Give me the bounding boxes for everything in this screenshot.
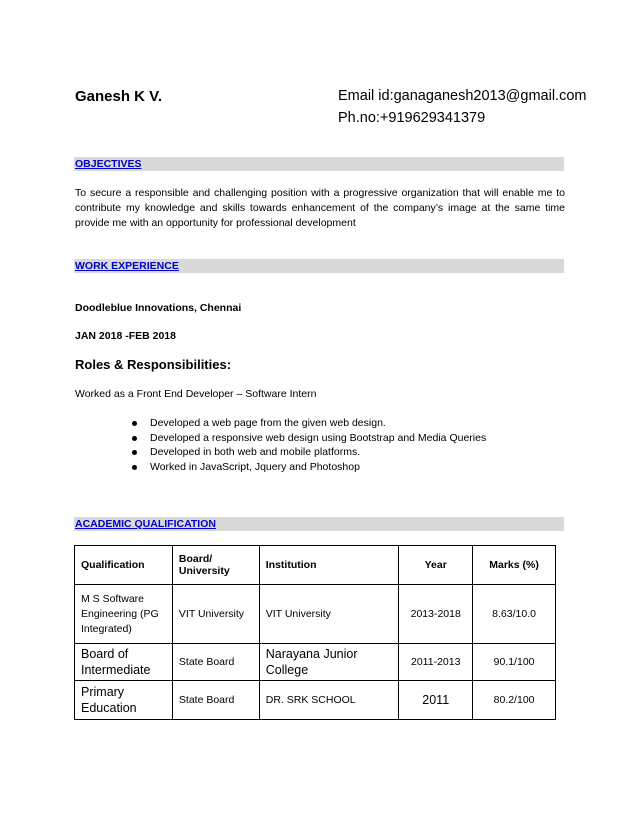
table-cell: State Board (172, 644, 259, 681)
list-item-text: Developed in both web and mobile platforms. (150, 446, 361, 459)
table-cell: Narayana Junior College (259, 644, 399, 681)
company-name: Doodleblue Innovations, Chennai (75, 302, 242, 314)
work-experience-section-header (74, 259, 564, 273)
bullet-icon (132, 465, 137, 470)
table-cell: 90.1/100 (473, 644, 556, 681)
list-item-text: Developed a web page from the given web design. (150, 417, 386, 429)
table-row (75, 585, 556, 644)
qualification-table (74, 545, 556, 720)
roles-heading: Roles & Responsibilities: (75, 357, 232, 372)
employment-dates: JAN 2018 -FEB 2018 (75, 330, 176, 342)
table-cell: 80.2/100 (473, 681, 556, 720)
list-item (130, 416, 486, 431)
column-header: Qualification (75, 546, 173, 585)
list-item (130, 445, 486, 460)
column-header: Marks (%) (473, 546, 556, 585)
table-cell: 2011 (399, 681, 473, 720)
bullet-icon (132, 421, 137, 426)
candidate-name: Ganesh K V. (75, 88, 162, 105)
responsibilities-list (130, 416, 486, 475)
list-item (130, 431, 486, 446)
list-item-text: Worked in JavaScript, Jquery and Photoshop (150, 461, 360, 474)
table-cell: 8.63/10.0 (473, 585, 556, 644)
email-address: Email id:ganaganesh2013@gmail.com (338, 88, 587, 104)
phone-number: Ph.no:+919629341379 (338, 110, 486, 126)
work-experience-title: WORK EXPERIENCE (75, 260, 179, 272)
table-row (75, 644, 556, 681)
objectives-text: To secure a responsible and challenging position with a progressive organization that will enable me to contribute my knowledge and skills towards enhancement of the company’s image at the same time provide me with an opportunity for professional development (75, 187, 565, 229)
bullet-icon (132, 450, 137, 455)
list-item (130, 460, 486, 475)
table-cell: 2013-2018 (399, 585, 473, 644)
table-header-row (75, 546, 556, 585)
table-cell: VIT University (172, 585, 259, 644)
table-cell: Primary Education (75, 681, 173, 720)
table-cell: Board of Intermediate (75, 644, 173, 681)
list-item-text: Developed a responsive web design using Bootstrap and Media Queries (150, 431, 487, 444)
table-cell: DR. SRK SCHOOL (259, 681, 399, 720)
column-header: Board/ University (172, 546, 259, 585)
table-row (75, 681, 556, 720)
academic-section-header (74, 517, 564, 531)
table-cell: VIT University (259, 585, 399, 644)
objectives-section-header (74, 157, 564, 171)
table-cell: M S Software Engineering (PG Integrated) (75, 585, 173, 644)
role-description: Worked as a Front End Developer – Software Intern (75, 388, 317, 400)
table-cell: State Board (172, 681, 259, 720)
column-header: Year (399, 546, 473, 585)
bullet-icon (132, 436, 137, 441)
academic-title: ACADEMIC QUALIFICATION (75, 518, 216, 530)
column-header: Institution (259, 546, 399, 585)
objectives-title: OBJECTIVES (75, 158, 142, 170)
table-cell: 2011-2013 (399, 644, 473, 681)
